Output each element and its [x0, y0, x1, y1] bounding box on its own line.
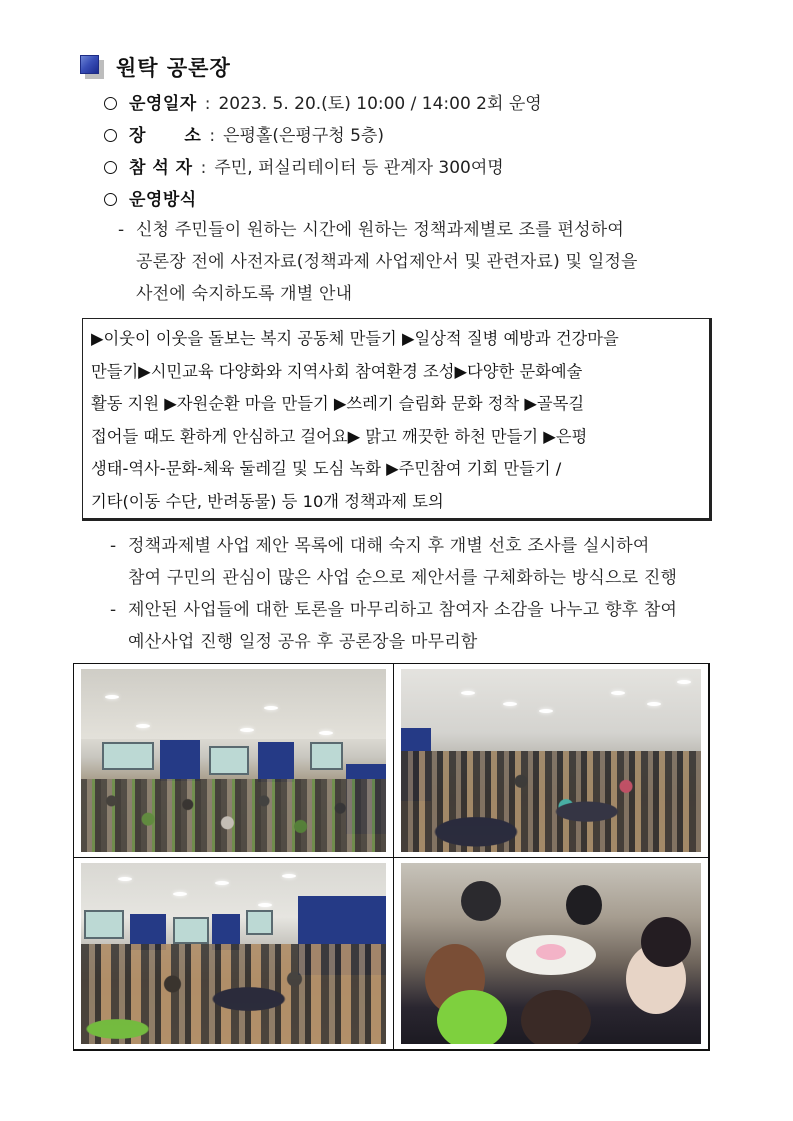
blue-square-bullet-icon [80, 55, 104, 79]
photo-hall-stage [81, 669, 386, 852]
detail-label: 운영일자 [129, 94, 197, 114]
detail-item-method [104, 185, 197, 210]
detail-value: 2023. 5. 20.(토) 10:00 / 14:00 2회 운영 [218, 94, 542, 114]
detail-value: 주민, 퍼실리테이터 등 관계자 300여명 [214, 158, 504, 178]
method-step-2 [110, 594, 677, 658]
photo-cell [394, 664, 708, 858]
circle-bullet-icon [104, 161, 117, 174]
circle-bullet-icon [104, 129, 117, 142]
detail-label: 운영방식 [129, 190, 197, 210]
section-title: 원탁 공론장 [116, 56, 231, 80]
photo-hands-together [401, 863, 701, 1044]
photo-cell [74, 858, 394, 1049]
detail-item-location [104, 121, 384, 146]
detail-separator: : [209, 126, 216, 146]
detail-label: 참 석 자 [129, 158, 193, 178]
photo-cell [74, 664, 394, 858]
detail-item-date [104, 89, 542, 114]
detail-item-attendees [104, 153, 504, 178]
section-heading [80, 52, 231, 82]
topic-line: 기타(이동 수단, 반려동물) 등 10개 정책과제 토의 [91, 491, 444, 511]
topic-line: ▶이웃이 이웃을 돌보는 복지 공동체 만들기 ▶일상적 질병 예방과 건강마을 [91, 329, 619, 348]
policy-topics-box [82, 318, 712, 521]
topic-line: 활동 지원 ▶자원순환 마을 만들기 ▶쓰레기 슬림화 문화 정착 ▶골목길 [91, 394, 585, 413]
topic-line: 만들기▶시민교육 다양화와 지역사회 참여환경 조성▶다양한 문화예술 [91, 361, 583, 381]
photo-grid [73, 663, 710, 1051]
paragraph-line: 참여 구민의 관심이 많은 사업 순으로 제안서를 구체화하는 방식으로 진행 [128, 568, 678, 588]
paragraph-line: - 정책과제별 사업 제안 목록에 대해 숙지 후 개별 선호 조사를 실시하여 [110, 530, 677, 562]
circle-bullet-icon [104, 193, 117, 206]
paragraph-line: 사전에 숙지하도록 개별 안내 [136, 284, 353, 304]
detail-label: 장 소 [129, 126, 202, 146]
circle-bullet-icon [104, 97, 117, 110]
method-intro [118, 214, 638, 310]
method-step-1 [110, 530, 677, 594]
topic-line: 접어들 때도 환하게 안심하고 걸어요▶ 맑고 깨끗한 하천 만들기 ▶은평 [91, 426, 588, 446]
paragraph-line: - 제안된 사업들에 대한 토론을 마무리하고 참여자 소감을 나누고 향후 참여 [110, 594, 677, 626]
dash-bullet: - [110, 536, 117, 556]
detail-value: 은평홀(은평구청 5층) [223, 126, 384, 146]
paragraph-line: 공론장 전에 사전자료(정책과제 사업제안서 및 관련자료) 및 일정을 [136, 252, 638, 272]
photo-cell [394, 858, 708, 1049]
paragraph-line: 예산사업 진행 일정 공유 후 공론장을 마무리함 [128, 632, 478, 652]
paragraph-line: - 신청 주민들이 원하는 시간에 원하는 정책과제별로 조를 편성하여 [118, 214, 638, 246]
photo-round-tables-foreground [81, 863, 386, 1044]
photo-round-tables-wide [401, 669, 701, 852]
dash-bullet: - [110, 600, 117, 620]
topic-line: 생태-역사-문화-체육 둘레길 및 도심 녹화 ▶주민참여 기회 만들기 / [91, 459, 562, 478]
detail-separator: : [204, 94, 211, 114]
detail-separator: : [200, 158, 207, 178]
dash-bullet: - [118, 220, 125, 240]
